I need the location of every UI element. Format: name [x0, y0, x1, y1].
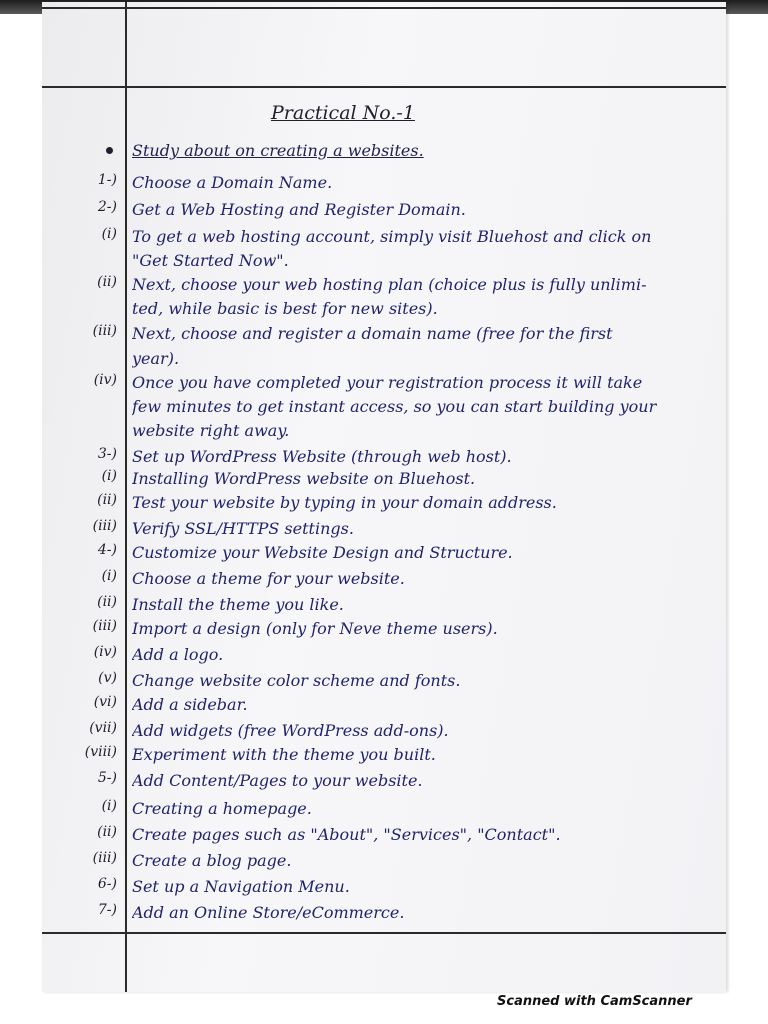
line-text: year). [132, 349, 180, 368]
heading-line [42, 140, 726, 166]
line-number: (iii) [92, 518, 117, 534]
line-number: 2-) [97, 199, 117, 215]
page-top-rule [42, 7, 726, 9]
note-line [42, 298, 726, 324]
line-number: (i) [101, 798, 117, 814]
note-line [42, 670, 726, 696]
line-text: Next, choose your web hosting plan (choice plus is fully unlimi- [132, 275, 647, 294]
line-text: Install the theme you like. [132, 595, 344, 614]
line-text: few minutes to get instant access, so you can start building your [132, 397, 657, 416]
line-number: (ii) [97, 274, 117, 290]
line-text: Add a logo. [132, 645, 224, 664]
line-number: 1-) [97, 172, 117, 188]
note-line [42, 568, 726, 594]
line-text: Customize your Website Design and Structure. [132, 543, 513, 562]
note-line [42, 876, 726, 902]
line-number: 6-) [97, 876, 117, 892]
line-text: To get a web hosting account, simply visit Bluehost and click on [132, 227, 652, 246]
note-line [42, 744, 726, 770]
line-number: 3-) [97, 446, 117, 462]
bullet-dot [106, 147, 113, 154]
note-line [42, 492, 726, 518]
line-number: 4-) [97, 542, 117, 558]
note-line [42, 348, 726, 374]
line-text: Installing WordPress website on Bluehost. [132, 469, 476, 488]
line-number: (vi) [93, 694, 117, 710]
line-number: (viii) [84, 744, 117, 760]
line-text: Experiment with the theme you built. [132, 745, 436, 764]
note-line [42, 372, 726, 398]
note-line [42, 396, 726, 422]
line-number: (iii) [92, 323, 117, 339]
line-number: (i) [101, 568, 117, 584]
line-text: Create a blog page. [132, 851, 292, 870]
line-number: (i) [101, 468, 117, 484]
note-line [42, 518, 726, 544]
line-text: Add a sidebar. [132, 695, 248, 714]
note-line [42, 250, 726, 276]
note-line [42, 274, 726, 300]
line-text: Choose a Domain Name. [132, 173, 333, 192]
line-text: Change website color scheme and fonts. [132, 671, 461, 690]
line-text: website right away. [132, 421, 290, 440]
note-line [42, 323, 726, 349]
line-text: ted, while basic is best for new sites). [132, 299, 438, 318]
line-text: Import a design (only for Neve theme users). [132, 619, 498, 638]
note-line [42, 542, 726, 568]
line-text: Verify SSL/HTTPS settings. [132, 519, 354, 538]
line-text: Next, choose and register a domain name (free for the first [132, 324, 613, 343]
line-text: Add widgets (free WordPress add-ons). [132, 721, 449, 740]
line-number: (vii) [89, 720, 117, 736]
line-number: (i) [101, 226, 117, 242]
note-line [42, 902, 726, 928]
line-number: (iii) [92, 618, 117, 634]
note-line [42, 468, 726, 494]
line-number: 5-) [97, 770, 117, 786]
note-line [42, 720, 726, 746]
line-number: (iv) [93, 372, 117, 388]
note-line [42, 172, 726, 198]
line-number: (ii) [97, 492, 117, 508]
page-bottom-rule [42, 932, 726, 934]
heading-text: Study about on creating a websites. [132, 141, 424, 160]
line-text: Create pages such as "About", "Services", "Contact". [132, 825, 561, 844]
note-line [42, 420, 726, 446]
line-text: Set up a Navigation Menu. [132, 877, 350, 896]
camscanner-watermark: Scanned with CamScanner [497, 994, 692, 1009]
note-line [42, 226, 726, 252]
line-text: Get a Web Hosting and Register Domain. [132, 200, 466, 219]
note-line [42, 798, 726, 824]
page-header-rule [42, 86, 726, 88]
note-line [42, 594, 726, 620]
note-line [42, 644, 726, 670]
practical-title: Practical No.-1 [271, 102, 415, 124]
note-line [42, 199, 726, 225]
line-text: Once you have completed your registration process it will take [132, 373, 643, 392]
note-line [42, 770, 726, 796]
note-line [42, 824, 726, 850]
line-text: Add an Online Store/eCommerce. [132, 903, 405, 922]
line-number: (ii) [97, 594, 117, 610]
line-text: Choose a theme for your website. [132, 569, 405, 588]
line-number: 7-) [97, 902, 117, 918]
line-text: Creating a homepage. [132, 799, 312, 818]
line-number: (iv) [93, 644, 117, 660]
note-line [42, 850, 726, 876]
line-number: (iii) [92, 850, 117, 866]
notebook-page [42, 2, 726, 992]
line-text: Test your website by typing in your domain address. [132, 493, 557, 512]
line-text: Add Content/Pages to your website. [132, 771, 423, 790]
line-number: (v) [98, 670, 117, 686]
line-text: Set up WordPress Website (through web host). [132, 447, 512, 466]
note-line [42, 694, 726, 720]
line-number: (ii) [97, 824, 117, 840]
line-text: "Get Started Now". [132, 251, 289, 270]
note-line [42, 618, 726, 644]
